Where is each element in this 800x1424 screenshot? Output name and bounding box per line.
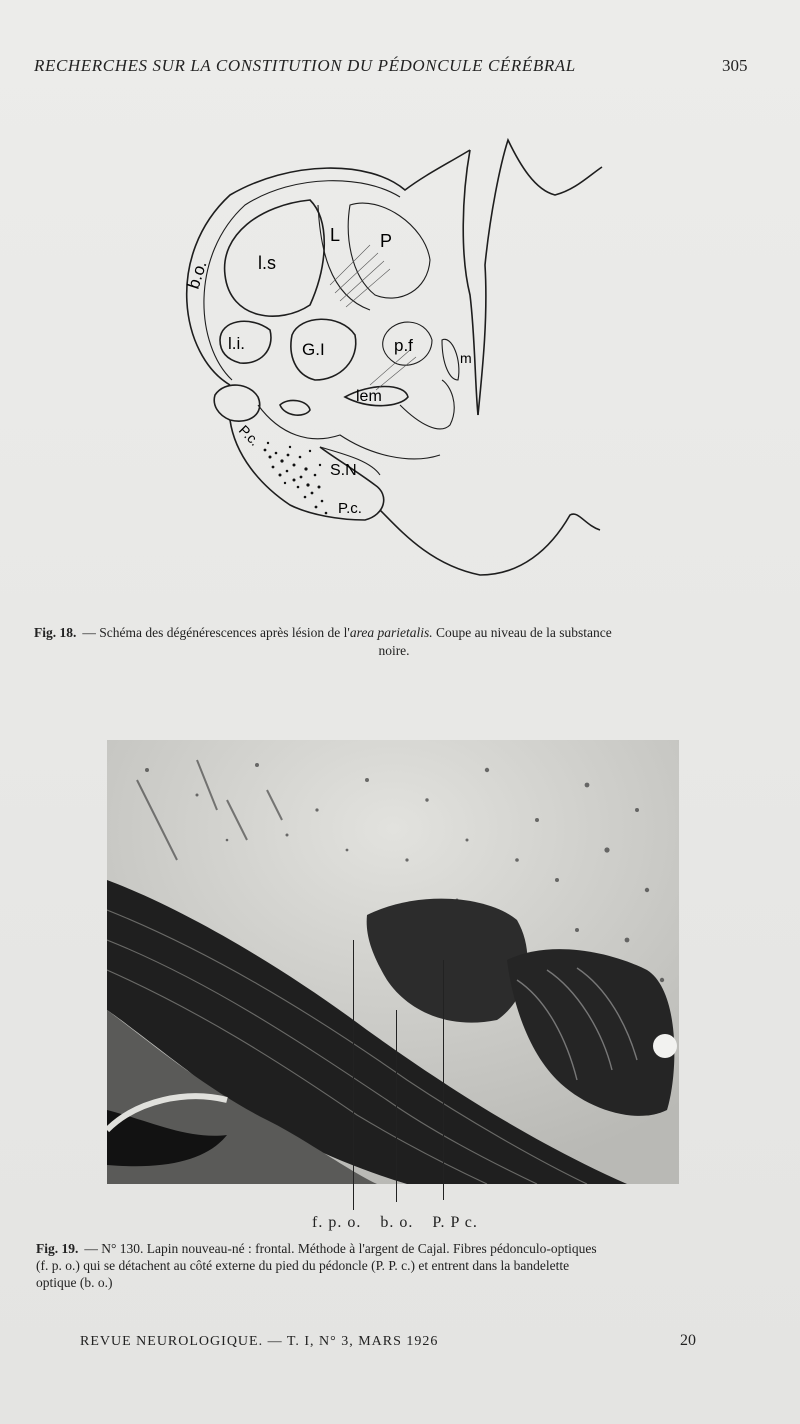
fig19-label-f-p-o: f. p. o. xyxy=(312,1214,362,1231)
figure-19-caption xyxy=(36,1240,752,1291)
leader-line-f-p-o xyxy=(353,940,354,1210)
caption-18-text-a: — Schéma des dégénérescences après lésion de l' xyxy=(82,625,350,640)
label-L: L xyxy=(330,225,341,245)
sheet-number: 20 xyxy=(680,1332,696,1349)
caption-18-text-b: Coupe au niveau de la substance xyxy=(432,625,612,640)
figure-19-label: Fig. 19. xyxy=(36,1241,79,1256)
caption-19-line3: optique (b. o.) xyxy=(36,1275,113,1290)
label-lem: lem xyxy=(356,388,382,405)
label-l-i: l.i. xyxy=(228,334,245,353)
figure-18-label: Fig. 18. xyxy=(34,625,77,640)
label-l-s: l.s xyxy=(258,253,276,273)
caption-18-line2: noire. xyxy=(378,643,410,658)
figure-19-photomicrograph xyxy=(107,740,679,1184)
figure-18-schematic xyxy=(170,135,620,595)
leader-line-b-o xyxy=(396,1010,397,1202)
label-P-c-upper: P.c. xyxy=(235,421,263,449)
caption-19-line2: (f. p. o.) qui se détachent au côté externe du pied du pédoncle (P. P. c.) et entrent dans la bandelette xyxy=(36,1258,570,1273)
label-S-N: S.N xyxy=(330,462,357,479)
running-title: RECHERCHES SUR LA CONSTITUTION DU PÉDONCULE CÉRÉBRAL xyxy=(34,56,576,75)
fig19-label-P-P-c: P. P c. xyxy=(432,1214,478,1231)
leader-line-P-P-c xyxy=(443,960,444,1200)
caption-19-line1: — N° 130. Lapin nouveau-né : frontal. Méthode à l'argent de Cajal. Fibres pédonculo-optiques xyxy=(84,1241,597,1256)
label-P: P xyxy=(380,231,393,251)
fig19-label-b-o: b. o. xyxy=(380,1214,414,1231)
label-G-I: G.I xyxy=(302,340,325,359)
label-b-o: b.o. xyxy=(183,258,211,292)
label-p-f: p.f xyxy=(394,336,413,355)
label-P-c-lower: P.c. xyxy=(338,500,362,517)
figure-18-caption xyxy=(34,624,754,660)
journal-footer: REVUE NEUROLOGIQUE. — T. I, N° 3, MARS 1926 xyxy=(80,1334,439,1349)
caption-18-italic: area parietalis. xyxy=(349,625,433,640)
figure-19-labels xyxy=(312,1214,492,1232)
page-number: 305 xyxy=(722,56,748,75)
label-m: m xyxy=(460,350,472,366)
